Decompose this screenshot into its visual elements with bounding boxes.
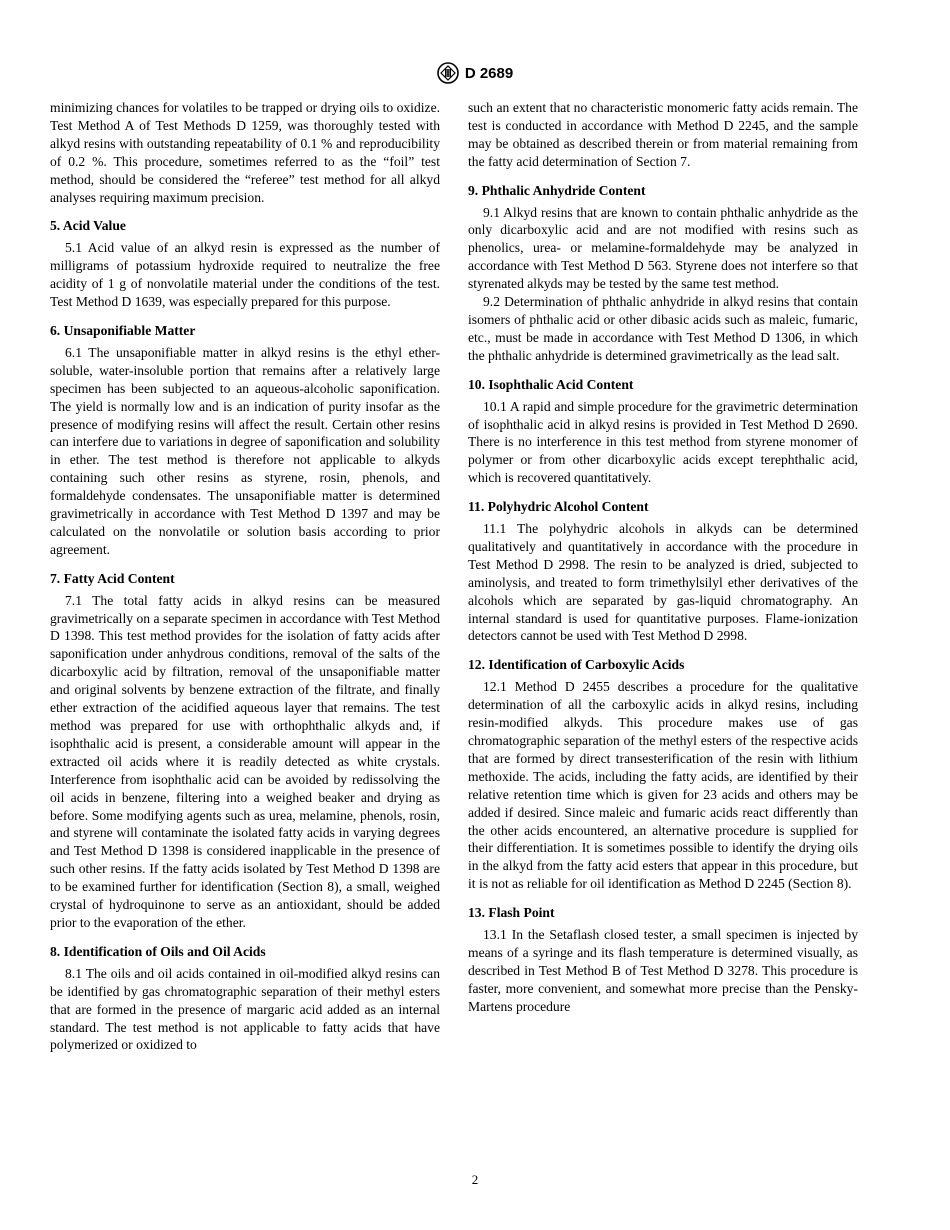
paragraph-11-1: 11.1 The polyhydric alcohols in alkyds can be determined qualitatively and quantitatively in accordance with the procedure in Test Method D 2998. The resin to be analyzed is dried, subjected to aminolysis, and treated to form trimethylsilyl ether derivatives of the alcohols which are separated by gas-liquid chromatography. An internal standard is used for quantitative purposes. Flame-ionization detectors cannot be used with Test Method D 2998. (468, 521, 858, 644)
section-heading-polyhydric-alcohol: 11. Polyhydric Alcohol Content (468, 499, 649, 515)
section-heading-fatty-acid-content: 7. Fatty Acid Content (50, 570, 175, 586)
left-column (50, 99, 440, 1054)
section-heading-identification-of-oils: 8. Identification of Oils and Oil Acids (50, 943, 266, 959)
section-heading-phthalic-anhydride: 9. Phthalic Anhydride Content (468, 182, 646, 198)
paragraph-5-1: 5.1 Acid value of an alkyd resin is expressed as the number of milligrams of potassium hydroxide required to neutralize the free acidity of 1 g of nonvolatile material under the conditions of the test. Test Method D 1639, was especially prepared for this purpose. (50, 240, 440, 310)
section-heading-unsaponifiable-matter: 6. Unsaponifiable Matter (50, 322, 196, 338)
paragraph-9-1: 9.1 Alkyd resins that are known to contain phthalic anhydride as the only dicarboxylic acid and are not modified with resins such as phenolics, urea- or melamine-formaldehyde may be analyzed in accordance with Test Method D 563. Styrene does not interfere so that styrenated alkyds may be tested by the same test method. (468, 204, 858, 292)
section-heading-carboxylic-acids: 12. Identification of Carboxylic Acids (468, 657, 685, 673)
paragraph-continuation: minimizing chances for volatiles to be trapped or drying oils to oxidize. Test Method A of Test Methods D 1259, was thoroughly tested with alkyd resins with outstanding repeatability of 0.1 % and reproducibility of 0.2 %. This procedure, sometimes referred to as the “foil” test method, should be considered the “referee” test method for all alkyd analyses requiring maximum precision. (50, 100, 440, 205)
paragraph-7-1: 7.1 The total fatty acids in alkyd resins can be measured gravimetrically on a separate specimen in accordance with Test Method D 1398. This test method provides for the isolation of fatty acids after saponification under anhydrous conditions, removal of the salts of the dicarboxylic acid by filtration, removal of the unsaponifiable matter and original solvents by benzene extraction of the filtrate, and finally ether extraction of the acidified aqueous layer that remains. The test method was prepared for use with orthophthalic alkyds and, if isophthalic acid is present, a considerable amount will appear in the extracted oil acids where it is readily detected as white crystals. Interference from isophthalic acid can be avoided by redissolving the oil acids in benzene, filtering into a weighed beaker and drying as before. Some modifying agents such as urea, melamine, phenols, rosin, and styrene will contaminate the isolated fatty acids in varying degrees and Test Method D 1398 is considered inapplicable in the presence of such other resins. If the fatty acids isolated by Test Method D 1398 are to be examined further for identification (Section 8), a small, weighed crystal of hydroquinone to serve as an antioxidant, should be added prior to the evaporation of the ether. (50, 592, 440, 930)
paragraph-12-1: 12.1 Method D 2455 describes a procedure for the qualitative determination of all the carboxylic acids in alkyd resins, including resin-modified alkyds. This procedure makes use of gas chromatographic separation of the methyl esters of the respective acids that are formed by direct transesterification of the resin with lithium methoxide. The acids, including the fatty acids, are identified by their relative retention time which is given for 23 acids and others may be added if desired. Since maleic and fumaric acids react differently than the other acids encountered, an alternative procedure is supplied for their differentiation. It is sometimes possible to identify the drying oils in the alkyd from the fatty acid esters that appear in this procedure, but it is not as reliable for oil identification as Method D 2245 (Section 8). (468, 679, 858, 892)
astm-logo-icon (437, 62, 459, 84)
paragraph-continuation: such an extent that no characteristic monomeric fatty acids remain. The test is conducted in accordance with Method D 2245, and the sample may be obtained as described therein or from material remaining from the fatty acid determination of Section 7. (468, 100, 858, 169)
paragraph-9-2: 9.2 Determination of phthalic anhydride in alkyd resins that contain isomers of phthalic acid or other dibasic acids such as maleic, fumaric, etc., must be made in accordance with Test Method D 1306, in which the phthalic anhydride is determined gravimetrically as the lead salt. (468, 294, 858, 363)
paragraph-8-1: 8.1 The oils and oil acids contained in oil-modified alkyd resins can be identified by gas chromatographic separation of their methyl esters that are formed in the presence of margaric acid added as an internal standard. The test method is not applicable to fatty acids that have polymerized or oxidized to (50, 965, 440, 1053)
section-heading-acid-value: 5. Acid Value (50, 218, 126, 234)
paragraph-6-1: 6.1 The unsaponifiable matter in alkyd resins is the ethyl ether-soluble, water-insoluble portion that remains after a relatively large specimen has been subjected to an aqueous-alcoholic saponification. The yield is normally low and is an indication of purity insofar as the presence of modifying resins will affect the result. Certain other resins can interfere due to variations in degree of saponification and solubility in ether. The test method is therefore not applicable to alkyds containing such other resins as styrene, rosin, phenols, and formaldehyde condensates. The unsaponifiable matter is determined gravimetrically in accordance with Test Method D 1397 and may be calculated on the nonvolatile or solution basis according to prior agreement. (50, 344, 440, 557)
section-heading-isophthalic-acid: 10. Isophthalic Acid Content (468, 376, 634, 392)
paragraph-13-1: 13.1 In the Setaflash closed tester, a small specimen is injected by means of a syringe and its flash temperature is determined visually, as described in Test Method B of Test Method D 3278. This procedure is faster, more convenient, and somewhat more precise than the Pensky-Martens procedure (468, 927, 858, 1014)
right-column (468, 99, 858, 1016)
paragraph-10-1: 10.1 A rapid and simple procedure for the gravimetric determination of isophthalic acid in alkyd resins is provided in Test Method D 2690. There is no interference in this test method from styrene monomer of polymer or from other dicarboxylic acids except terephthalic acid, which is recovered quantitatively. (468, 398, 858, 486)
section-heading-flash-point: 13. Flash Point (468, 905, 555, 921)
standard-designation: D 2689 (464, 64, 514, 82)
page-number: 2 (471, 1172, 479, 1187)
page-header (0, 62, 950, 89)
